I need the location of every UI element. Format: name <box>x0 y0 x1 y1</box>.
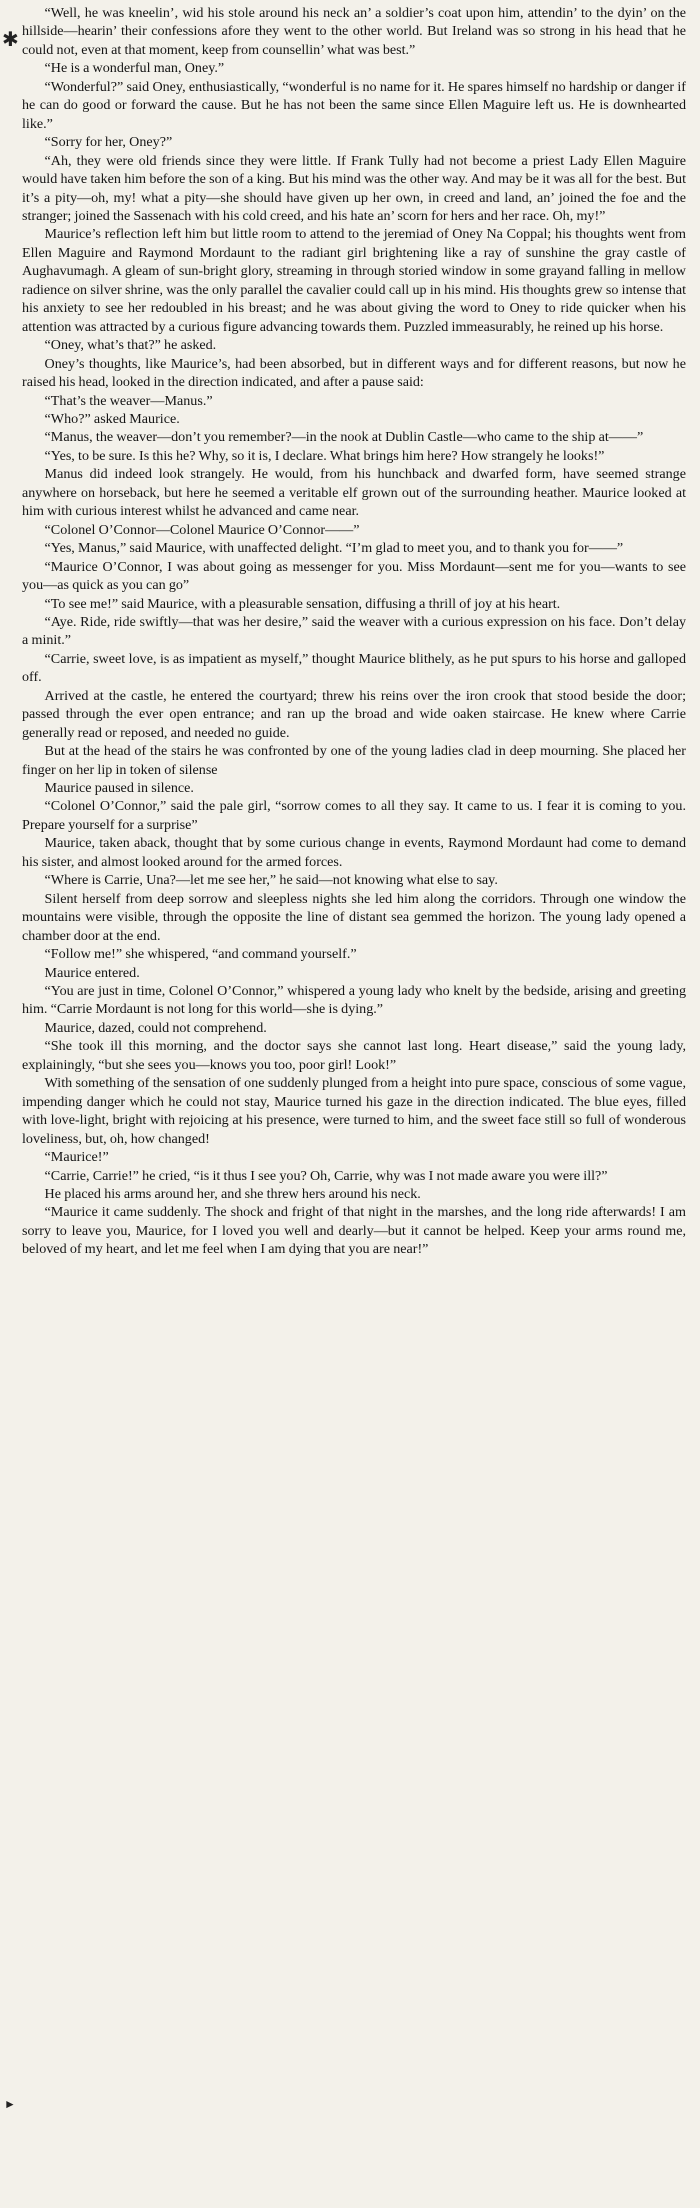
margin-arrow-mark: ► <box>4 2097 16 2111</box>
paragraph: “Carrie, sweet love, is as impatient as myself,” thought Maurice blithely, as he put spurs to his horse and galloped off. <box>22 650 686 686</box>
paragraph: “To see me!” said Maurice, with a pleasurable sensation, diffusing a thrill of joy at his heart. <box>44 595 561 612</box>
paragraph: “Colonel O’Connor—Colonel Maurice O’Connor——” <box>44 521 360 538</box>
text-column <box>22 4 686 1259</box>
paragraph: “Where is Carrie, Una?—let me see her,” he said—not knowing what else to say. <box>44 872 498 889</box>
paragraph: Maurice paused in silence. <box>44 780 194 797</box>
paragraph: “You are just in time, Colonel O’Connor,” whispered a young lady who knelt by the bedside, arising and greeting him. “Carrie Mordaunt is not long for this world—she is dying.” <box>22 983 686 1018</box>
paragraph: “Well, he was kneelin’, wid his stole around his neck an’ a soldier’s coat upon him, attendin’ to the dyin’ on the hillside—hearin’ their confessions afore they went to the other world. But Ireland was so strong in his head that he could not, even at that moment, keep from counsellin’ what was best.” <box>22 5 686 58</box>
paragraph: With something of the sensation of one suddenly plunged from a height into pure space, conscious of some vague, impending danger which he could not stay, Maurice turned his gaze in the direction indicated. The blue eyes, filled with love-light, bright with rejoicing at his presence, were turned to him, and the sweet face still so full of wonderous loveliness, but, oh, how changed! <box>22 1075 686 1147</box>
paragraph: “Wonderful?” said Oney, enthusiastically, “wonderful is no name for it. He spares himself no hardship or danger if he can do good or forward the cause. But he has not been the same since Ellen Maguire left us. He is downhearted like.” <box>22 78 686 132</box>
paragraph: “Maurice!” <box>44 1149 109 1166</box>
paragraph: “Aye. Ride, ride swiftly—that was her desire,” said the weaver with a curious expression on his face. Don’t delay a minit.” <box>22 613 686 649</box>
paragraph: Maurice, dazed, could not comprehend. <box>44 1019 267 1036</box>
paragraph: He placed his arms around her, and she threw hers around his neck. <box>44 1186 421 1202</box>
paragraph: Maurice’s reflection left him but little room to attend to the jeremiad of Oney Na Coppal; his thoughts went from Ellen Maguire and Raymond Mordaunt to the radiant girl brightening like a ray of sunshine the gray castle of Aughavumagh. A gleam of sun-bright glory, streaming in through storied window in some grayand falling in mellow radience on silver shrine, was the only parallel the cavalier could call up in his mind. His thoughts grew so intense that his anxiety to see her redoubled in his breast; and he was about giving the word to Oney to ride quicker when his attention was attracted by a curious figure advancing towards them. Puzzled immeasurably, he reined up his horse. <box>22 226 686 335</box>
paragraph: “Maurice it came suddenly. The shock and fright of that night in the marshes, and the long ride afterwards! I am sorry to leave you, Maurice, for I loved you well and dearly—but it cannot be helped. Keep your arms round me, beloved of my heart, and let me feel when I am dying that you are near!” <box>22 1204 686 1258</box>
paragraph: But at the head of the stairs he was confronted by one of the young ladies clad in deep mourning. She placed her finger on her lip in token of silense <box>22 743 686 778</box>
paragraph: “She took ill this morning, and the doctor says she cannot last long. Heart disease,” said the young lady, explainingly, “but she sees you—knows you too, poor girl! Look!” <box>22 1038 686 1073</box>
paragraph: “Yes, to be sure. Is this he? Why, so it is, I declare. What brings him here? How strangely he looks!” <box>44 447 605 464</box>
paragraph: Maurice entered. <box>44 964 140 981</box>
paragraph: Maurice, taken aback, thought that by some curious change in events, Raymond Mordaunt had come to demand his sister, and almost looked around for the armed forces. <box>22 835 686 870</box>
paragraph: “Maurice O’Connor, I was about going as messenger for you. Miss Mordaunt—sent me for you—wants to see you—as quick as you can go” <box>22 558 686 594</box>
paragraph: “Carrie, Carrie!” he cried, “is it thus I see you? Oh, Carrie, why was I not made aware you were ill?” <box>44 1167 608 1184</box>
paragraph: “Who?” asked Maurice. <box>44 410 180 427</box>
paragraph: “He is a wonderful man, Oney.” <box>44 60 225 77</box>
paragraph: Arrived at the castle, he entered the courtyard; threw his reins over the iron crook that stood beside the door; passed through the ever open entrance; and ran up the broad and wide oaken staircase. He knew where Carrie generally read or reposed, and needed no guide. <box>22 687 686 741</box>
paragraph: “Manus, the weaver—don’t you remember?—in the nook at Dublin Castle—who came to the ship at——” <box>44 429 644 446</box>
paragraph: Manus did indeed look strangely. He would, from his hunchback and dwarfed form, have seemed strange anywhere on horseback, but here he seemed a veritable elf grown out of the surrounding heather. Maurice looked at him with curious interest whilst he advanced and came near. <box>22 466 686 520</box>
paragraph: Oney’s thoughts, like Maurice’s, had been absorbed, but in different ways and for different reasons, but now he raised his head, looked in the direction indicated, and after a pause said: <box>22 355 686 391</box>
paragraph: Silent herself from deep sorrow and sleepless nights she led him along the corridors. Through one window the mountains were visible, through the opposite the line of distant sea gemmed the horizon. The young lady opened a chamber door at the end. <box>22 890 686 944</box>
paragraph: “Sorry for her, Oney?” <box>44 134 173 151</box>
paragraph: “Colonel O’Connor,” said the pale girl, “sorrow comes to all they say. It came to us. I fear it is coming to you. Prepare yourself for a surprise” <box>22 798 686 833</box>
paragraph: “Yes, Manus,” said Maurice, with unaffected delight. “I’m glad to meet you, and to thank you for——” <box>44 540 624 557</box>
paragraph: “That’s the weaver—Manus.” <box>44 392 213 409</box>
paragraph: “Oney, what’s that?” he asked. <box>44 337 217 354</box>
margin-ink-mark: ✱ <box>2 29 19 51</box>
paragraph: “Follow me!” she whispered, “and command yourself.” <box>44 946 357 963</box>
paragraph: “Ah, they were old friends since they were little. If Frank Tully had not become a priest Lady Ellen Maguire would have taken him before the son of a king. But his mind was the other way. And may be it was all for the best. But it’s a pity—oh, my! what a pity—she should have given up her own, in creed and land, an’ joined the foe and the stranger; joined the Sassenach with his cold creed, and his hate an’ scorn for hers and her race. Oh, my!” <box>22 152 686 224</box>
